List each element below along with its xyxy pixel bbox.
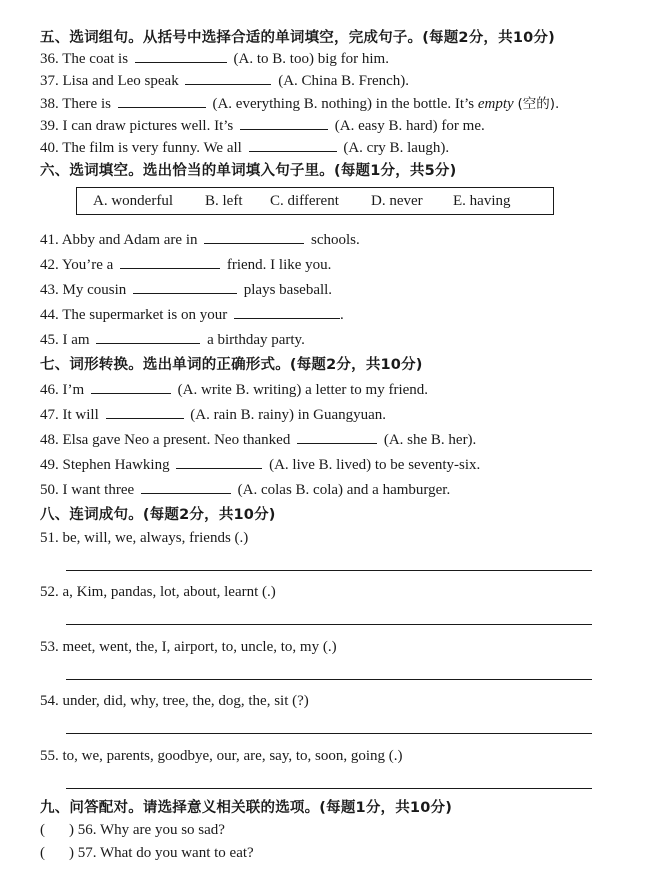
question-text: I’m	[62, 382, 85, 398]
question-42	[40, 255, 331, 274]
close-paren: )	[69, 845, 74, 861]
question-56	[40, 821, 225, 839]
question-options: (A. China B. French).	[278, 73, 410, 89]
answer-blank[interactable]	[120, 255, 220, 269]
question-text: I am	[62, 332, 90, 348]
question-number: 40.	[40, 140, 59, 156]
question-number: 42.	[40, 257, 59, 273]
question-text: to, we, parents, goodbye, our, are, say, to, soon, going (.)	[62, 748, 403, 764]
question-39	[40, 116, 485, 135]
question-53	[40, 638, 337, 656]
question-options: (A. everything B. nothing) in the bottle. It’s	[212, 96, 475, 112]
section-6-heading: 六、选词填空。选出恰当的单词填入句子里。(每题1分，共5分)	[40, 163, 457, 179]
question-text: Lisa and Leo speak	[62, 73, 179, 89]
question-text: What do you want to eat?	[99, 845, 254, 861]
question-48	[40, 430, 476, 449]
question-text: Stephen Hawking	[62, 457, 170, 473]
question-options: (A. live B. lived) to be seventy-six.	[269, 457, 481, 473]
question-text-end: schools.	[311, 232, 360, 248]
question-options: (A. she B. her).	[383, 432, 477, 448]
question-number: 46.	[40, 382, 59, 398]
question-number: 50.	[40, 482, 59, 498]
question-number: 44.	[40, 307, 59, 323]
italic-word: empty	[477, 96, 514, 112]
question-54	[40, 692, 309, 710]
question-number: 45.	[40, 332, 59, 348]
word-option-c: C. different	[270, 193, 339, 209]
answer-blank[interactable]	[141, 480, 231, 494]
word-option-e: E. having	[453, 193, 511, 209]
question-40	[40, 138, 449, 157]
answer-blank[interactable]	[240, 116, 328, 130]
word-option-b: B. left	[205, 193, 243, 209]
open-paren: (	[40, 822, 45, 838]
answer-blank[interactable]	[106, 405, 184, 419]
question-text: Abby and Adam are in	[61, 232, 198, 248]
word-option-a: A. wonderful	[93, 193, 173, 209]
question-text-end: friend. I like you.	[226, 257, 332, 273]
answer-blank[interactable]	[234, 305, 340, 319]
question-text: Why are you so sad?	[99, 822, 225, 838]
section-7-heading: 七、词形转换。选出单词的正确形式。(每题2分，共10分)	[40, 357, 423, 373]
question-46	[40, 380, 428, 399]
question-57	[40, 844, 254, 862]
question-number: 47.	[40, 407, 59, 423]
question-36	[40, 49, 389, 68]
question-55	[40, 747, 403, 765]
question-50	[40, 480, 450, 499]
open-paren: (	[40, 845, 45, 861]
answer-line-53[interactable]	[66, 679, 592, 680]
question-options: (A. rain B. rainy) in Guangyuan.	[190, 407, 387, 423]
question-text: There is	[62, 96, 111, 112]
answer-blank[interactable]	[133, 280, 237, 294]
answer-line-55[interactable]	[66, 788, 592, 789]
question-text-end: plays baseball.	[243, 282, 333, 298]
question-options: (A. to B. too) big for him.	[233, 51, 389, 67]
question-text: under, did, why, tree, the, dog, the, sit (?)	[62, 693, 309, 709]
question-text-end: a birthday party.	[207, 332, 305, 348]
answer-line-52[interactable]	[66, 624, 592, 625]
question-45	[40, 330, 305, 349]
close-paren: )	[69, 822, 74, 838]
question-51	[40, 529, 248, 547]
question-number: 55.	[40, 748, 59, 764]
answer-line-51[interactable]	[66, 570, 592, 571]
question-43	[40, 280, 332, 299]
question-text-end: .	[339, 307, 344, 323]
chinese-gloss: (空的).	[517, 96, 560, 112]
question-text: be, will, we, always, friends (.)	[62, 530, 249, 546]
question-text: The coat is	[62, 51, 129, 67]
section-9-heading: 九、问答配对。请选择意义相关联的选项。(每题1分，共10分)	[40, 800, 453, 816]
question-number: 39.	[40, 118, 59, 134]
question-38	[40, 94, 559, 113]
question-text: It will	[62, 407, 99, 423]
question-options: (A. colas B. cola) and a hamburger.	[237, 482, 451, 498]
question-options: (A. write B. writing) a letter to my friend.	[177, 382, 429, 398]
answer-blank[interactable]	[185, 71, 271, 85]
question-number: 37.	[40, 73, 59, 89]
question-number: 43.	[40, 282, 59, 298]
section-5-heading: 五、选词组句。从括号中选择合适的单词填空，完成句子。(每题2分，共10分)	[40, 30, 555, 46]
answer-line-54[interactable]	[66, 733, 592, 734]
question-41	[40, 230, 360, 249]
answer-blank[interactable]	[176, 455, 262, 469]
question-number: 49.	[40, 457, 59, 473]
question-text: The film is very funny. We all	[62, 140, 242, 156]
question-number: 53.	[40, 639, 59, 655]
question-text: Elsa gave Neo a present. Neo thanked	[62, 432, 291, 448]
question-text: You’re a	[61, 257, 114, 273]
question-text: a, Kim, pandas, lot, about, learnt (.)	[62, 584, 276, 600]
question-52	[40, 583, 276, 601]
question-number: 41.	[40, 232, 59, 248]
question-number: 36.	[40, 51, 59, 67]
question-number: 52.	[40, 584, 59, 600]
question-44	[40, 305, 344, 324]
question-text: My cousin	[62, 282, 127, 298]
question-options: (A. cry B. laugh).	[343, 140, 450, 156]
answer-blank[interactable]	[118, 94, 206, 108]
answer-blank[interactable]	[91, 380, 171, 394]
question-number: 48.	[40, 432, 59, 448]
answer-blank[interactable]	[135, 49, 227, 63]
question-text: I can draw pictures well. It’s	[62, 118, 234, 134]
question-text: I want three	[62, 482, 135, 498]
question-number: 51.	[40, 530, 59, 546]
question-49	[40, 455, 480, 474]
question-number: 56.	[77, 822, 97, 838]
question-37	[40, 71, 409, 90]
answer-blank[interactable]	[204, 230, 304, 244]
answer-blank[interactable]	[249, 138, 337, 152]
question-number: 57.	[77, 845, 97, 861]
section-8-heading: 八、连词成句。(每题2分，共10分)	[40, 507, 276, 523]
answer-blank[interactable]	[96, 330, 200, 344]
word-option-d: D. never	[371, 193, 423, 209]
question-text: The supermarket is on your	[62, 307, 228, 323]
answer-blank[interactable]	[297, 430, 377, 444]
question-number: 38.	[40, 96, 59, 112]
question-47	[40, 405, 386, 424]
question-options: (A. easy B. hard) for me.	[334, 118, 485, 134]
word-bank-box	[76, 187, 554, 215]
question-text: meet, went, the, I, airport, to, uncle, to, my (.)	[62, 639, 337, 655]
question-number: 54.	[40, 693, 59, 709]
